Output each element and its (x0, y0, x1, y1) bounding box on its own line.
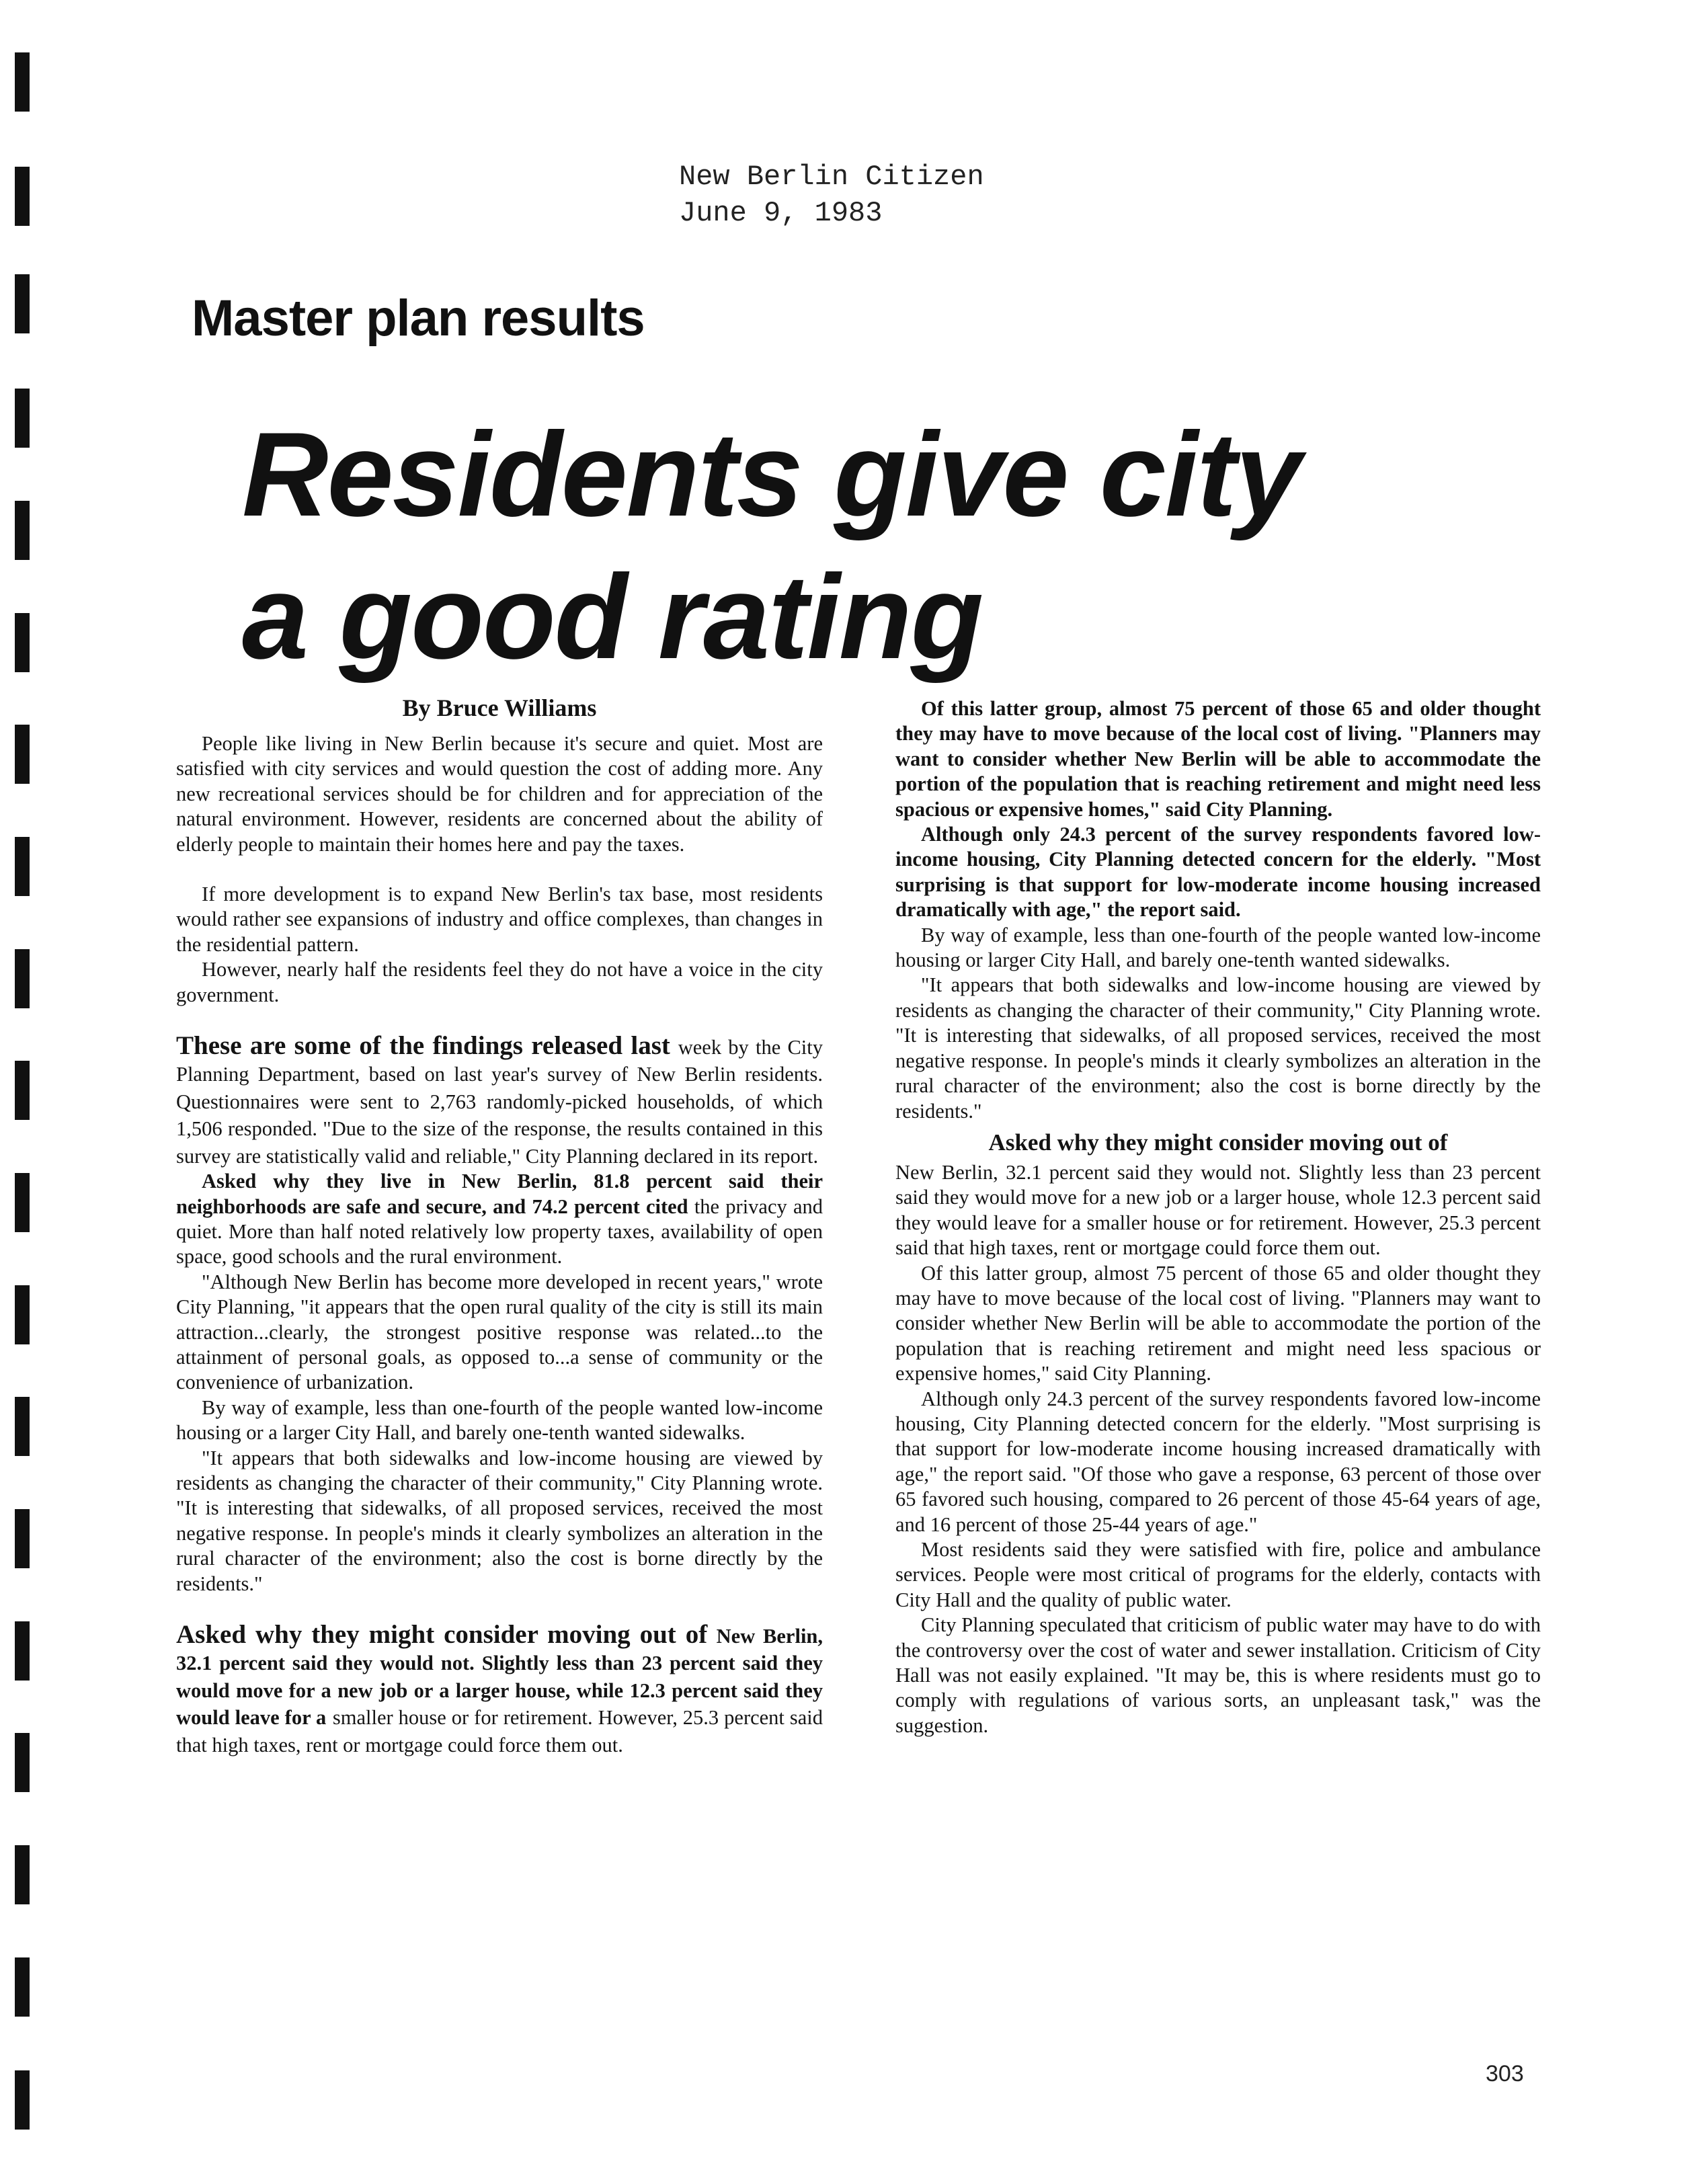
paragraph: Although only 24.3 percent of the survey respondents favored low-income housing, City Planning detected concern for the elderly. "Most surprising is that support for low-moderate income housing increased dramatically with age," the report said. "Of those who gave a response, 63 percent of those over 65 favored such housing, compared to 26 percent of those 45-64 years of age, and 16 percent of those 25-44 years of age." (895, 1387, 1541, 1536)
binder-mark (15, 949, 30, 1008)
binder-mark (15, 1957, 30, 2017)
paragraph: "It appears that both sidewalks and low-income housing are viewed by residents as changing the character of their community," City Planning wrote. "It is interesting that sidewalks, of all proposed services, received the most negative response. In people's minds it clearly symbolizes an alteration in the rural character of the environment; also the cost is borne directly by the residents." (176, 1446, 823, 1595)
binder-mark (15, 167, 30, 226)
publication-date: June 9, 1983 (679, 197, 883, 229)
paragraph-rest: the privacy and quiet. More than half noted relatively low property taxes, availability of open space, good schools and the rural environment. (176, 1195, 823, 1268)
lead-in: These are some of the findings released last (176, 1031, 670, 1061)
binder-mark (15, 1845, 30, 1904)
binder-mark (15, 1733, 30, 1792)
binder-punch-marks (15, 0, 31, 2184)
binder-mark (15, 274, 30, 333)
binder-mark (15, 1509, 30, 1568)
binder-mark (15, 501, 30, 560)
paragraph: By way of example, less than one-fourth of the people wanted low-income housing or a larger City Hall, and barely one-tenth wanted sidewalks. (176, 1396, 823, 1445)
paragraph: City Planning speculated that criticism of public water may have to do with the controversy over the cost of water and sewer installation. Criticism of City Hall was not easily explained. "It may be, this is where residents must go to comply with regulations of various sorts, an unpleasant task," was the suggestion. (895, 1613, 1541, 1737)
lead-paragraph (176, 1033, 823, 1169)
binder-mark (15, 1621, 30, 1681)
binder-mark (15, 837, 30, 896)
headline (242, 403, 1412, 688)
emphasis: Asked why they live in New Berlin, 81.8 percent said their neighborhoods are safe and secure, and 74.2 percent cited (176, 1170, 823, 1218)
kicker: Master plan results (192, 290, 645, 347)
paragraph: Most residents said they were satisfied with fire, police and ambulance services. People were most critical of programs for the elderly, contacts with City Hall and the quality of public water. (895, 1538, 1541, 1611)
headline-line-1: Residents give city (242, 407, 1301, 541)
emphasis: New Berlin, 32.1 percent said they would not. Slightly less than 23 percent said they would move for a new job or a larger house, while 12.3 percent said they would leave for a (176, 1625, 823, 1730)
paragraph: Of this latter group, almost 75 percent of those 65 and older thought they may have to move because of the local cost of living. "Planners may want to consider whether New Berlin will be able to accommodate the portion of the population that is reaching retirement and might need less spacious or expensive homes," said City Planning. (895, 697, 1541, 821)
paragraph: By way of example, less than one-fourth of the people wanted low-income housing or larger City Hall, and barely one-tenth wanted sidewalks. (895, 923, 1541, 972)
binder-mark (15, 613, 30, 672)
paragraph-rest: smaller house or for retirement. However, 25.3 percent said that high taxes, rent or mortgage could force them out. (176, 1706, 823, 1756)
paragraph (176, 1169, 823, 1270)
lead-in: Asked why they might consider moving out of (176, 1620, 708, 1649)
paragraph: "Although New Berlin has become more developed in recent years," wrote City Planning, "it appears that the open rural quality of the city is still its main attraction...clearly, the strongest positive response was related...to the attainment of personal goals, as opposed to...a sense of community or the convenience of urbanization. (176, 1270, 823, 1394)
headline-line-2: a good rating (242, 550, 983, 684)
section-lead: Asked why they might consider moving out of (988, 1129, 1448, 1156)
source-citation (679, 159, 984, 231)
binder-mark (15, 52, 30, 112)
paragraph: "It appears that both sidewalks and low-income housing are viewed by residents as changing the character of their community," City Planning wrote. "It is interesting that sidewalks, of all proposed services, received the most negative response. In people's minds it clearly symbolizes an alteration in the rural character of the environment; also the cost is borne directly by the residents." (895, 973, 1541, 1123)
paragraph: Although only 24.3 percent of the survey respondents favored low-income housing, City Planning detected concern for the elderly. "Most surprising is that support for low-moderate income housing increased dramatically with age," the report said. (895, 823, 1541, 922)
paragraph: However, nearly half the residents feel they do not have a voice in the city government. (176, 958, 823, 1006)
paragraph: If more development is to expand New Berlin's tax base, most residents would rather see expansions of industry and office complexes, than changes in the residential pattern. (176, 883, 823, 956)
lead-body: week by the City Planning Department, based on last year's survey of New Berlin residents. Questionnaires were sent to 2,763 randomly-picked households, of which 1,506 responded. "Due to the size of the response, the results contained in this survey are statistically valid and reliable," City Planning declared in its report. (176, 1036, 823, 1168)
binder-mark (15, 725, 30, 784)
paragraph: New Berlin, 32.1 percent said they would not. Slightly less than 23 percent said they would move for a new job or a larger house, whole 12.3 percent said they would leave for a smaller house or for retirement. However, 25.3 percent said that high taxes, rent or mortgage could force them out. (895, 1160, 1541, 1260)
paragraph: Of this latter group, almost 75 percent of those 65 and older thought they may have to move because of the local cost of living. "Planners may want to consider whether New Berlin will be able to accommodate the portion of the population that is reaching retirement and might need less spacious or expensive homes," said City Planning. (895, 1261, 1541, 1385)
binder-mark (15, 389, 30, 448)
binder-mark (15, 1397, 30, 1456)
paragraph: People like living in New Berlin because it's secure and quiet. Most are satisfied with city services and would question the cost of adding more. Any new recreational services should be for children and for appreciation of the natural environment. However, residents are concerned about the ability of elderly people to maintain their homes here and pay the taxes. (176, 732, 823, 856)
binder-mark (15, 1173, 30, 1232)
lead-paragraph (176, 1621, 823, 1758)
binder-mark (15, 2070, 30, 2130)
publication-name: New Berlin Citizen (679, 161, 984, 193)
byline: By Bruce Williams (402, 694, 597, 721)
page-number: 303 (1486, 2061, 1524, 2087)
right-column (895, 696, 1541, 1738)
left-column (176, 692, 823, 1758)
binder-mark (15, 1061, 30, 1120)
binder-mark (15, 1285, 30, 1344)
